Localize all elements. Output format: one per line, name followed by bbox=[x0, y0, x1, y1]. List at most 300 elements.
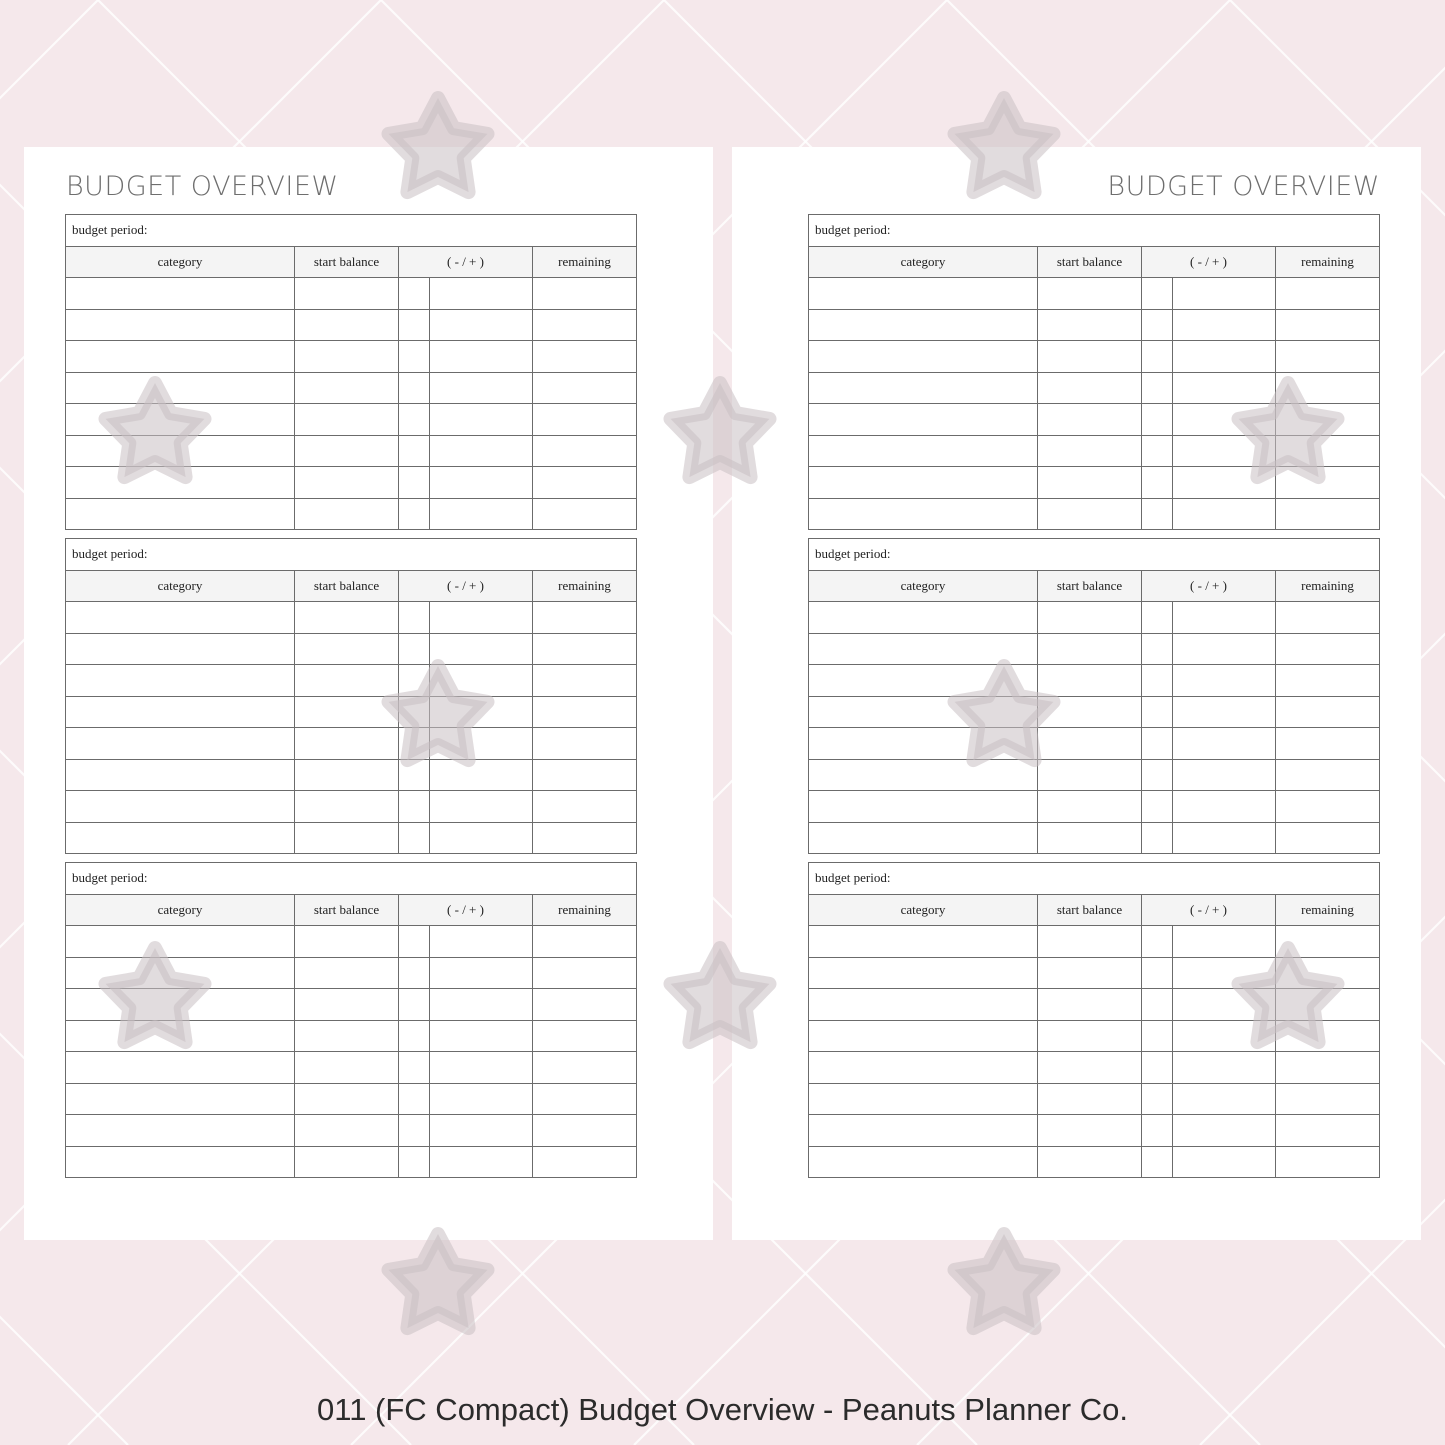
amount-cell[interactable] bbox=[430, 696, 533, 728]
start-balance-cell[interactable] bbox=[1038, 278, 1142, 310]
category-cell[interactable] bbox=[809, 1052, 1038, 1084]
category-cell[interactable] bbox=[809, 602, 1038, 634]
category-cell[interactable] bbox=[809, 957, 1038, 989]
amount-cell[interactable] bbox=[430, 759, 533, 791]
start-balance-cell[interactable] bbox=[1038, 467, 1142, 499]
change-header: ( - / + ) bbox=[399, 570, 533, 602]
start-balance-header: start balance bbox=[1038, 570, 1142, 602]
amount-cell[interactable] bbox=[430, 1115, 533, 1147]
category-cell[interactable] bbox=[66, 633, 295, 665]
remaining-cell[interactable] bbox=[1276, 1115, 1380, 1147]
sign-cell[interactable] bbox=[399, 498, 430, 530]
start-balance-cell[interactable] bbox=[1038, 822, 1142, 854]
remaining-cell[interactable] bbox=[533, 498, 637, 530]
start-balance-header: start balance bbox=[295, 894, 399, 926]
start-balance-cell[interactable] bbox=[1038, 602, 1142, 634]
category-cell[interactable] bbox=[66, 989, 295, 1021]
table-row bbox=[809, 278, 1380, 310]
remaining-cell[interactable] bbox=[1276, 957, 1380, 989]
category-cell[interactable] bbox=[809, 309, 1038, 341]
start-balance-cell[interactable] bbox=[1038, 989, 1142, 1021]
table-row bbox=[66, 926, 637, 958]
sign-cell[interactable] bbox=[399, 822, 430, 854]
table-row bbox=[66, 822, 637, 854]
budget-table bbox=[65, 214, 637, 530]
category-cell[interactable] bbox=[809, 926, 1038, 958]
budget-table bbox=[808, 538, 1380, 854]
table-row bbox=[66, 665, 637, 697]
start-balance-cell[interactable] bbox=[1038, 728, 1142, 760]
category-cell[interactable] bbox=[809, 791, 1038, 823]
amount-cell[interactable] bbox=[430, 957, 533, 989]
remaining-header: remaining bbox=[1276, 894, 1380, 926]
start-balance-cell[interactable] bbox=[295, 1052, 399, 1084]
sign-cell[interactable] bbox=[399, 602, 430, 634]
start-balance-cell[interactable] bbox=[295, 822, 399, 854]
remaining-cell[interactable] bbox=[1276, 926, 1380, 958]
category-cell[interactable] bbox=[66, 309, 295, 341]
amount-cell[interactable] bbox=[430, 791, 533, 823]
remaining-cell[interactable] bbox=[533, 728, 637, 760]
amount-cell[interactable] bbox=[1173, 435, 1276, 467]
start-balance-cell[interactable] bbox=[1038, 665, 1142, 697]
remaining-cell[interactable] bbox=[533, 435, 637, 467]
remaining-cell[interactable] bbox=[533, 696, 637, 728]
sign-cell[interactable] bbox=[399, 696, 430, 728]
amount-cell[interactable] bbox=[1173, 759, 1276, 791]
amount-cell[interactable] bbox=[430, 633, 533, 665]
amount-cell[interactable] bbox=[1173, 791, 1276, 823]
sign-cell[interactable] bbox=[399, 759, 430, 791]
amount-cell[interactable] bbox=[430, 435, 533, 467]
remaining-cell[interactable] bbox=[533, 665, 637, 697]
category-cell[interactable] bbox=[66, 1052, 295, 1084]
sign-cell[interactable] bbox=[399, 372, 430, 404]
sign-cell[interactable] bbox=[1142, 696, 1173, 728]
page-title: BUDGET OVERVIEW bbox=[1107, 171, 1380, 202]
sign-cell[interactable] bbox=[1142, 467, 1173, 499]
start-balance-cell[interactable] bbox=[1038, 404, 1142, 436]
amount-cell[interactable] bbox=[1173, 633, 1276, 665]
amount-cell[interactable] bbox=[1173, 602, 1276, 634]
start-balance-cell[interactable] bbox=[295, 791, 399, 823]
column-header-row bbox=[66, 894, 637, 926]
amount-cell[interactable] bbox=[430, 602, 533, 634]
remaining-cell[interactable] bbox=[533, 341, 637, 373]
category-cell[interactable] bbox=[66, 372, 295, 404]
remaining-cell[interactable] bbox=[533, 759, 637, 791]
category-cell[interactable] bbox=[809, 435, 1038, 467]
amount-cell[interactable] bbox=[1173, 696, 1276, 728]
category-cell[interactable] bbox=[809, 341, 1038, 373]
remaining-cell[interactable] bbox=[533, 957, 637, 989]
remaining-cell[interactable] bbox=[533, 602, 637, 634]
start-balance-cell[interactable] bbox=[1038, 957, 1142, 989]
sign-cell[interactable] bbox=[1142, 498, 1173, 530]
category-cell[interactable] bbox=[66, 759, 295, 791]
category-cell[interactable] bbox=[66, 665, 295, 697]
category-cell[interactable] bbox=[809, 1083, 1038, 1115]
remaining-cell[interactable] bbox=[533, 926, 637, 958]
footer-caption: 011 (FC Compact) Budget Overview - Peanuts Planner Co. bbox=[317, 1392, 1128, 1427]
table-row bbox=[809, 498, 1380, 530]
category-cell[interactable] bbox=[809, 696, 1038, 728]
category-cell[interactable] bbox=[809, 467, 1038, 499]
start-balance-cell[interactable] bbox=[295, 372, 399, 404]
amount-cell[interactable] bbox=[1173, 665, 1276, 697]
sign-cell[interactable] bbox=[399, 435, 430, 467]
remaining-cell[interactable] bbox=[1276, 498, 1380, 530]
table-row bbox=[66, 498, 637, 530]
sign-cell[interactable] bbox=[399, 926, 430, 958]
sign-cell[interactable] bbox=[399, 989, 430, 1021]
start-balance-cell[interactable] bbox=[1038, 309, 1142, 341]
category-cell[interactable] bbox=[809, 278, 1038, 310]
start-balance-cell[interactable] bbox=[295, 957, 399, 989]
sign-cell[interactable] bbox=[1142, 665, 1173, 697]
category-cell[interactable] bbox=[66, 467, 295, 499]
sign-cell[interactable] bbox=[1142, 404, 1173, 436]
amount-cell[interactable] bbox=[430, 728, 533, 760]
sign-cell[interactable] bbox=[399, 341, 430, 373]
amount-cell[interactable] bbox=[1173, 1020, 1276, 1052]
start-balance-cell[interactable] bbox=[295, 404, 399, 436]
table-row bbox=[809, 791, 1380, 823]
start-balance-cell[interactable] bbox=[295, 759, 399, 791]
amount-cell[interactable] bbox=[1173, 404, 1276, 436]
start-balance-cell[interactable] bbox=[1038, 633, 1142, 665]
category-header: category bbox=[66, 894, 295, 926]
remaining-cell[interactable] bbox=[1276, 728, 1380, 760]
remaining-cell[interactable] bbox=[1276, 404, 1380, 436]
table-row bbox=[66, 696, 637, 728]
category-cell[interactable] bbox=[809, 759, 1038, 791]
remaining-cell[interactable] bbox=[1276, 1146, 1380, 1178]
remaining-cell[interactable] bbox=[533, 1020, 637, 1052]
amount-cell[interactable] bbox=[1173, 372, 1276, 404]
remaining-cell[interactable] bbox=[533, 1052, 637, 1084]
category-cell[interactable] bbox=[66, 498, 295, 530]
start-balance-cell[interactable] bbox=[295, 309, 399, 341]
table-row bbox=[809, 759, 1380, 791]
sign-cell[interactable] bbox=[399, 1052, 430, 1084]
start-balance-cell[interactable] bbox=[295, 341, 399, 373]
start-balance-header: start balance bbox=[295, 570, 399, 602]
start-balance-cell[interactable] bbox=[1038, 1083, 1142, 1115]
start-balance-cell[interactable] bbox=[295, 467, 399, 499]
remaining-cell[interactable] bbox=[1276, 633, 1380, 665]
left-planner-page bbox=[24, 147, 713, 1240]
category-cell[interactable] bbox=[809, 1146, 1038, 1178]
remaining-cell[interactable] bbox=[1276, 309, 1380, 341]
sign-cell[interactable] bbox=[1142, 633, 1173, 665]
sign-cell[interactable] bbox=[399, 1115, 430, 1147]
remaining-cell[interactable] bbox=[533, 278, 637, 310]
start-balance-cell[interactable] bbox=[295, 1146, 399, 1178]
sign-cell[interactable] bbox=[1142, 1020, 1173, 1052]
category-cell[interactable] bbox=[66, 1083, 295, 1115]
remaining-cell[interactable] bbox=[1276, 696, 1380, 728]
amount-cell[interactable] bbox=[430, 1052, 533, 1084]
amount-cell[interactable] bbox=[1173, 1083, 1276, 1115]
sign-cell[interactable] bbox=[1142, 1146, 1173, 1178]
table-row bbox=[66, 989, 637, 1021]
amount-cell[interactable] bbox=[1173, 926, 1276, 958]
start-balance-cell[interactable] bbox=[295, 696, 399, 728]
remaining-cell[interactable] bbox=[1276, 1052, 1380, 1084]
amount-cell[interactable] bbox=[1173, 957, 1276, 989]
category-cell[interactable] bbox=[66, 1020, 295, 1052]
amount-cell[interactable] bbox=[430, 1083, 533, 1115]
start-balance-cell[interactable] bbox=[295, 498, 399, 530]
remaining-cell[interactable] bbox=[1276, 759, 1380, 791]
remaining-cell[interactable] bbox=[1276, 341, 1380, 373]
remaining-cell[interactable] bbox=[1276, 278, 1380, 310]
budget-period-row bbox=[66, 863, 637, 895]
start-balance-cell[interactable] bbox=[295, 989, 399, 1021]
start-balance-cell[interactable] bbox=[1038, 372, 1142, 404]
start-balance-cell[interactable] bbox=[1038, 341, 1142, 373]
table-row bbox=[66, 1020, 637, 1052]
table-row bbox=[66, 1146, 637, 1178]
start-balance-cell[interactable] bbox=[295, 435, 399, 467]
budget-period-label: budget period: bbox=[66, 539, 637, 571]
amount-cell[interactable] bbox=[1173, 822, 1276, 854]
start-balance-cell[interactable] bbox=[295, 278, 399, 310]
start-balance-cell[interactable] bbox=[1038, 435, 1142, 467]
amount-cell[interactable] bbox=[430, 1020, 533, 1052]
amount-cell[interactable] bbox=[1173, 341, 1276, 373]
category-cell[interactable] bbox=[809, 1020, 1038, 1052]
change-header: ( - / + ) bbox=[1142, 894, 1276, 926]
remaining-cell[interactable] bbox=[533, 1146, 637, 1178]
budget-table bbox=[65, 538, 637, 854]
remaining-cell[interactable] bbox=[533, 791, 637, 823]
sign-cell[interactable] bbox=[1142, 759, 1173, 791]
sign-cell[interactable] bbox=[1142, 435, 1173, 467]
remaining-cell[interactable] bbox=[1276, 791, 1380, 823]
table-row bbox=[809, 1020, 1380, 1052]
column-header-row bbox=[66, 246, 637, 278]
start-balance-cell[interactable] bbox=[1038, 759, 1142, 791]
category-cell[interactable] bbox=[66, 957, 295, 989]
sign-cell[interactable] bbox=[399, 791, 430, 823]
sign-cell[interactable] bbox=[399, 278, 430, 310]
category-cell[interactable] bbox=[809, 404, 1038, 436]
remaining-cell[interactable] bbox=[533, 1083, 637, 1115]
table-row bbox=[66, 1115, 637, 1147]
amount-cell[interactable] bbox=[1173, 1115, 1276, 1147]
amount-cell[interactable] bbox=[1173, 1052, 1276, 1084]
remaining-cell[interactable] bbox=[533, 989, 637, 1021]
column-header-row bbox=[809, 570, 1380, 602]
table-row bbox=[809, 957, 1380, 989]
category-cell[interactable] bbox=[809, 498, 1038, 530]
category-cell[interactable] bbox=[66, 278, 295, 310]
sign-cell[interactable] bbox=[1142, 728, 1173, 760]
sign-cell[interactable] bbox=[1142, 1083, 1173, 1115]
remaining-cell[interactable] bbox=[1276, 1020, 1380, 1052]
start-balance-cell[interactable] bbox=[295, 926, 399, 958]
table-row bbox=[66, 759, 637, 791]
right-planner-page bbox=[732, 147, 1421, 1240]
table-row bbox=[809, 1146, 1380, 1178]
category-cell[interactable] bbox=[809, 822, 1038, 854]
sign-cell[interactable] bbox=[399, 665, 430, 697]
amount-cell[interactable] bbox=[430, 372, 533, 404]
amount-cell[interactable] bbox=[430, 341, 533, 373]
category-header: category bbox=[809, 894, 1038, 926]
sign-cell[interactable] bbox=[1142, 1115, 1173, 1147]
category-cell[interactable] bbox=[66, 926, 295, 958]
table-row bbox=[66, 435, 637, 467]
amount-cell[interactable] bbox=[1173, 309, 1276, 341]
start-balance-cell[interactable] bbox=[295, 633, 399, 665]
category-cell[interactable] bbox=[66, 341, 295, 373]
category-cell[interactable] bbox=[66, 1146, 295, 1178]
table-row bbox=[66, 372, 637, 404]
sign-cell[interactable] bbox=[399, 957, 430, 989]
start-balance-cell[interactable] bbox=[1038, 696, 1142, 728]
sign-cell[interactable] bbox=[1142, 957, 1173, 989]
table-row bbox=[66, 278, 637, 310]
start-balance-cell[interactable] bbox=[1038, 1146, 1142, 1178]
remaining-cell[interactable] bbox=[1276, 822, 1380, 854]
remaining-cell[interactable] bbox=[533, 372, 637, 404]
category-cell[interactable] bbox=[809, 1115, 1038, 1147]
budget-blocks bbox=[65, 214, 637, 1186]
remaining-cell[interactable] bbox=[1276, 665, 1380, 697]
start-balance-header: start balance bbox=[1038, 894, 1142, 926]
remaining-cell[interactable] bbox=[533, 467, 637, 499]
start-balance-cell[interactable] bbox=[295, 665, 399, 697]
budget-period-label: budget period: bbox=[66, 863, 637, 895]
start-balance-cell[interactable] bbox=[295, 1115, 399, 1147]
start-balance-cell[interactable] bbox=[1038, 791, 1142, 823]
table-row bbox=[809, 341, 1380, 373]
category-cell[interactable] bbox=[66, 435, 295, 467]
table-row bbox=[809, 602, 1380, 634]
remaining-cell[interactable] bbox=[1276, 1083, 1380, 1115]
remaining-cell[interactable] bbox=[1276, 435, 1380, 467]
sign-cell[interactable] bbox=[399, 633, 430, 665]
remaining-cell[interactable] bbox=[1276, 989, 1380, 1021]
amount-cell[interactable] bbox=[430, 404, 533, 436]
sign-cell[interactable] bbox=[1142, 822, 1173, 854]
category-cell[interactable] bbox=[809, 372, 1038, 404]
category-header: category bbox=[809, 570, 1038, 602]
start-balance-cell[interactable] bbox=[1038, 1020, 1142, 1052]
column-header-row bbox=[809, 894, 1380, 926]
amount-cell[interactable] bbox=[430, 1146, 533, 1178]
amount-cell[interactable] bbox=[1173, 989, 1276, 1021]
start-balance-cell[interactable] bbox=[295, 1083, 399, 1115]
category-header: category bbox=[809, 246, 1038, 278]
amount-cell[interactable] bbox=[1173, 1146, 1276, 1178]
category-cell[interactable] bbox=[66, 728, 295, 760]
start-balance-cell[interactable] bbox=[295, 728, 399, 760]
amount-cell[interactable] bbox=[430, 665, 533, 697]
remaining-cell[interactable] bbox=[1276, 467, 1380, 499]
amount-cell[interactable] bbox=[430, 926, 533, 958]
sign-cell[interactable] bbox=[1142, 372, 1173, 404]
amount-cell[interactable] bbox=[1173, 467, 1276, 499]
table-row bbox=[66, 602, 637, 634]
amount-cell[interactable] bbox=[430, 989, 533, 1021]
remaining-cell[interactable] bbox=[533, 404, 637, 436]
amount-cell[interactable] bbox=[430, 498, 533, 530]
table-row bbox=[66, 791, 637, 823]
sign-cell[interactable] bbox=[399, 1083, 430, 1115]
remaining-cell[interactable] bbox=[533, 1115, 637, 1147]
category-cell[interactable] bbox=[66, 696, 295, 728]
amount-cell[interactable] bbox=[430, 309, 533, 341]
remaining-cell[interactable] bbox=[533, 822, 637, 854]
category-cell[interactable] bbox=[809, 633, 1038, 665]
start-balance-cell[interactable] bbox=[295, 602, 399, 634]
start-balance-cell[interactable] bbox=[1038, 926, 1142, 958]
start-balance-cell[interactable] bbox=[1038, 1115, 1142, 1147]
sign-cell[interactable] bbox=[1142, 602, 1173, 634]
amount-cell[interactable] bbox=[1173, 278, 1276, 310]
remaining-cell[interactable] bbox=[533, 633, 637, 665]
amount-cell[interactable] bbox=[430, 278, 533, 310]
sign-cell[interactable] bbox=[1142, 278, 1173, 310]
remaining-header: remaining bbox=[533, 246, 637, 278]
change-header: ( - / + ) bbox=[399, 894, 533, 926]
category-cell[interactable] bbox=[809, 989, 1038, 1021]
remaining-cell[interactable] bbox=[1276, 372, 1380, 404]
sign-cell[interactable] bbox=[1142, 341, 1173, 373]
category-cell[interactable] bbox=[809, 665, 1038, 697]
category-cell[interactable] bbox=[66, 404, 295, 436]
sign-cell[interactable] bbox=[399, 1020, 430, 1052]
amount-cell[interactable] bbox=[430, 467, 533, 499]
sign-cell[interactable] bbox=[399, 728, 430, 760]
sign-cell[interactable] bbox=[1142, 1052, 1173, 1084]
category-cell[interactable] bbox=[66, 822, 295, 854]
category-cell[interactable] bbox=[66, 602, 295, 634]
category-cell[interactable] bbox=[66, 1115, 295, 1147]
table-row bbox=[809, 1052, 1380, 1084]
remaining-cell[interactable] bbox=[1276, 602, 1380, 634]
table-row bbox=[809, 633, 1380, 665]
budget-period-row bbox=[66, 539, 637, 571]
sign-cell[interactable] bbox=[1142, 989, 1173, 1021]
sign-cell[interactable] bbox=[1142, 791, 1173, 823]
budget-period-label: budget period: bbox=[809, 215, 1380, 247]
budget-period-row bbox=[809, 863, 1380, 895]
remaining-cell[interactable] bbox=[533, 309, 637, 341]
amount-cell[interactable] bbox=[1173, 498, 1276, 530]
category-cell[interactable] bbox=[809, 728, 1038, 760]
start-balance-cell[interactable] bbox=[1038, 498, 1142, 530]
table-row bbox=[66, 633, 637, 665]
category-cell[interactable] bbox=[66, 791, 295, 823]
sign-cell[interactable] bbox=[399, 1146, 430, 1178]
start-balance-cell[interactable] bbox=[295, 1020, 399, 1052]
amount-cell[interactable] bbox=[430, 822, 533, 854]
table-row bbox=[66, 404, 637, 436]
sign-cell[interactable] bbox=[1142, 309, 1173, 341]
sign-cell[interactable] bbox=[1142, 926, 1173, 958]
remaining-header: remaining bbox=[533, 894, 637, 926]
sign-cell[interactable] bbox=[399, 467, 430, 499]
sign-cell[interactable] bbox=[399, 309, 430, 341]
amount-cell[interactable] bbox=[1173, 728, 1276, 760]
sign-cell[interactable] bbox=[399, 404, 430, 436]
start-balance-cell[interactable] bbox=[1038, 1052, 1142, 1084]
